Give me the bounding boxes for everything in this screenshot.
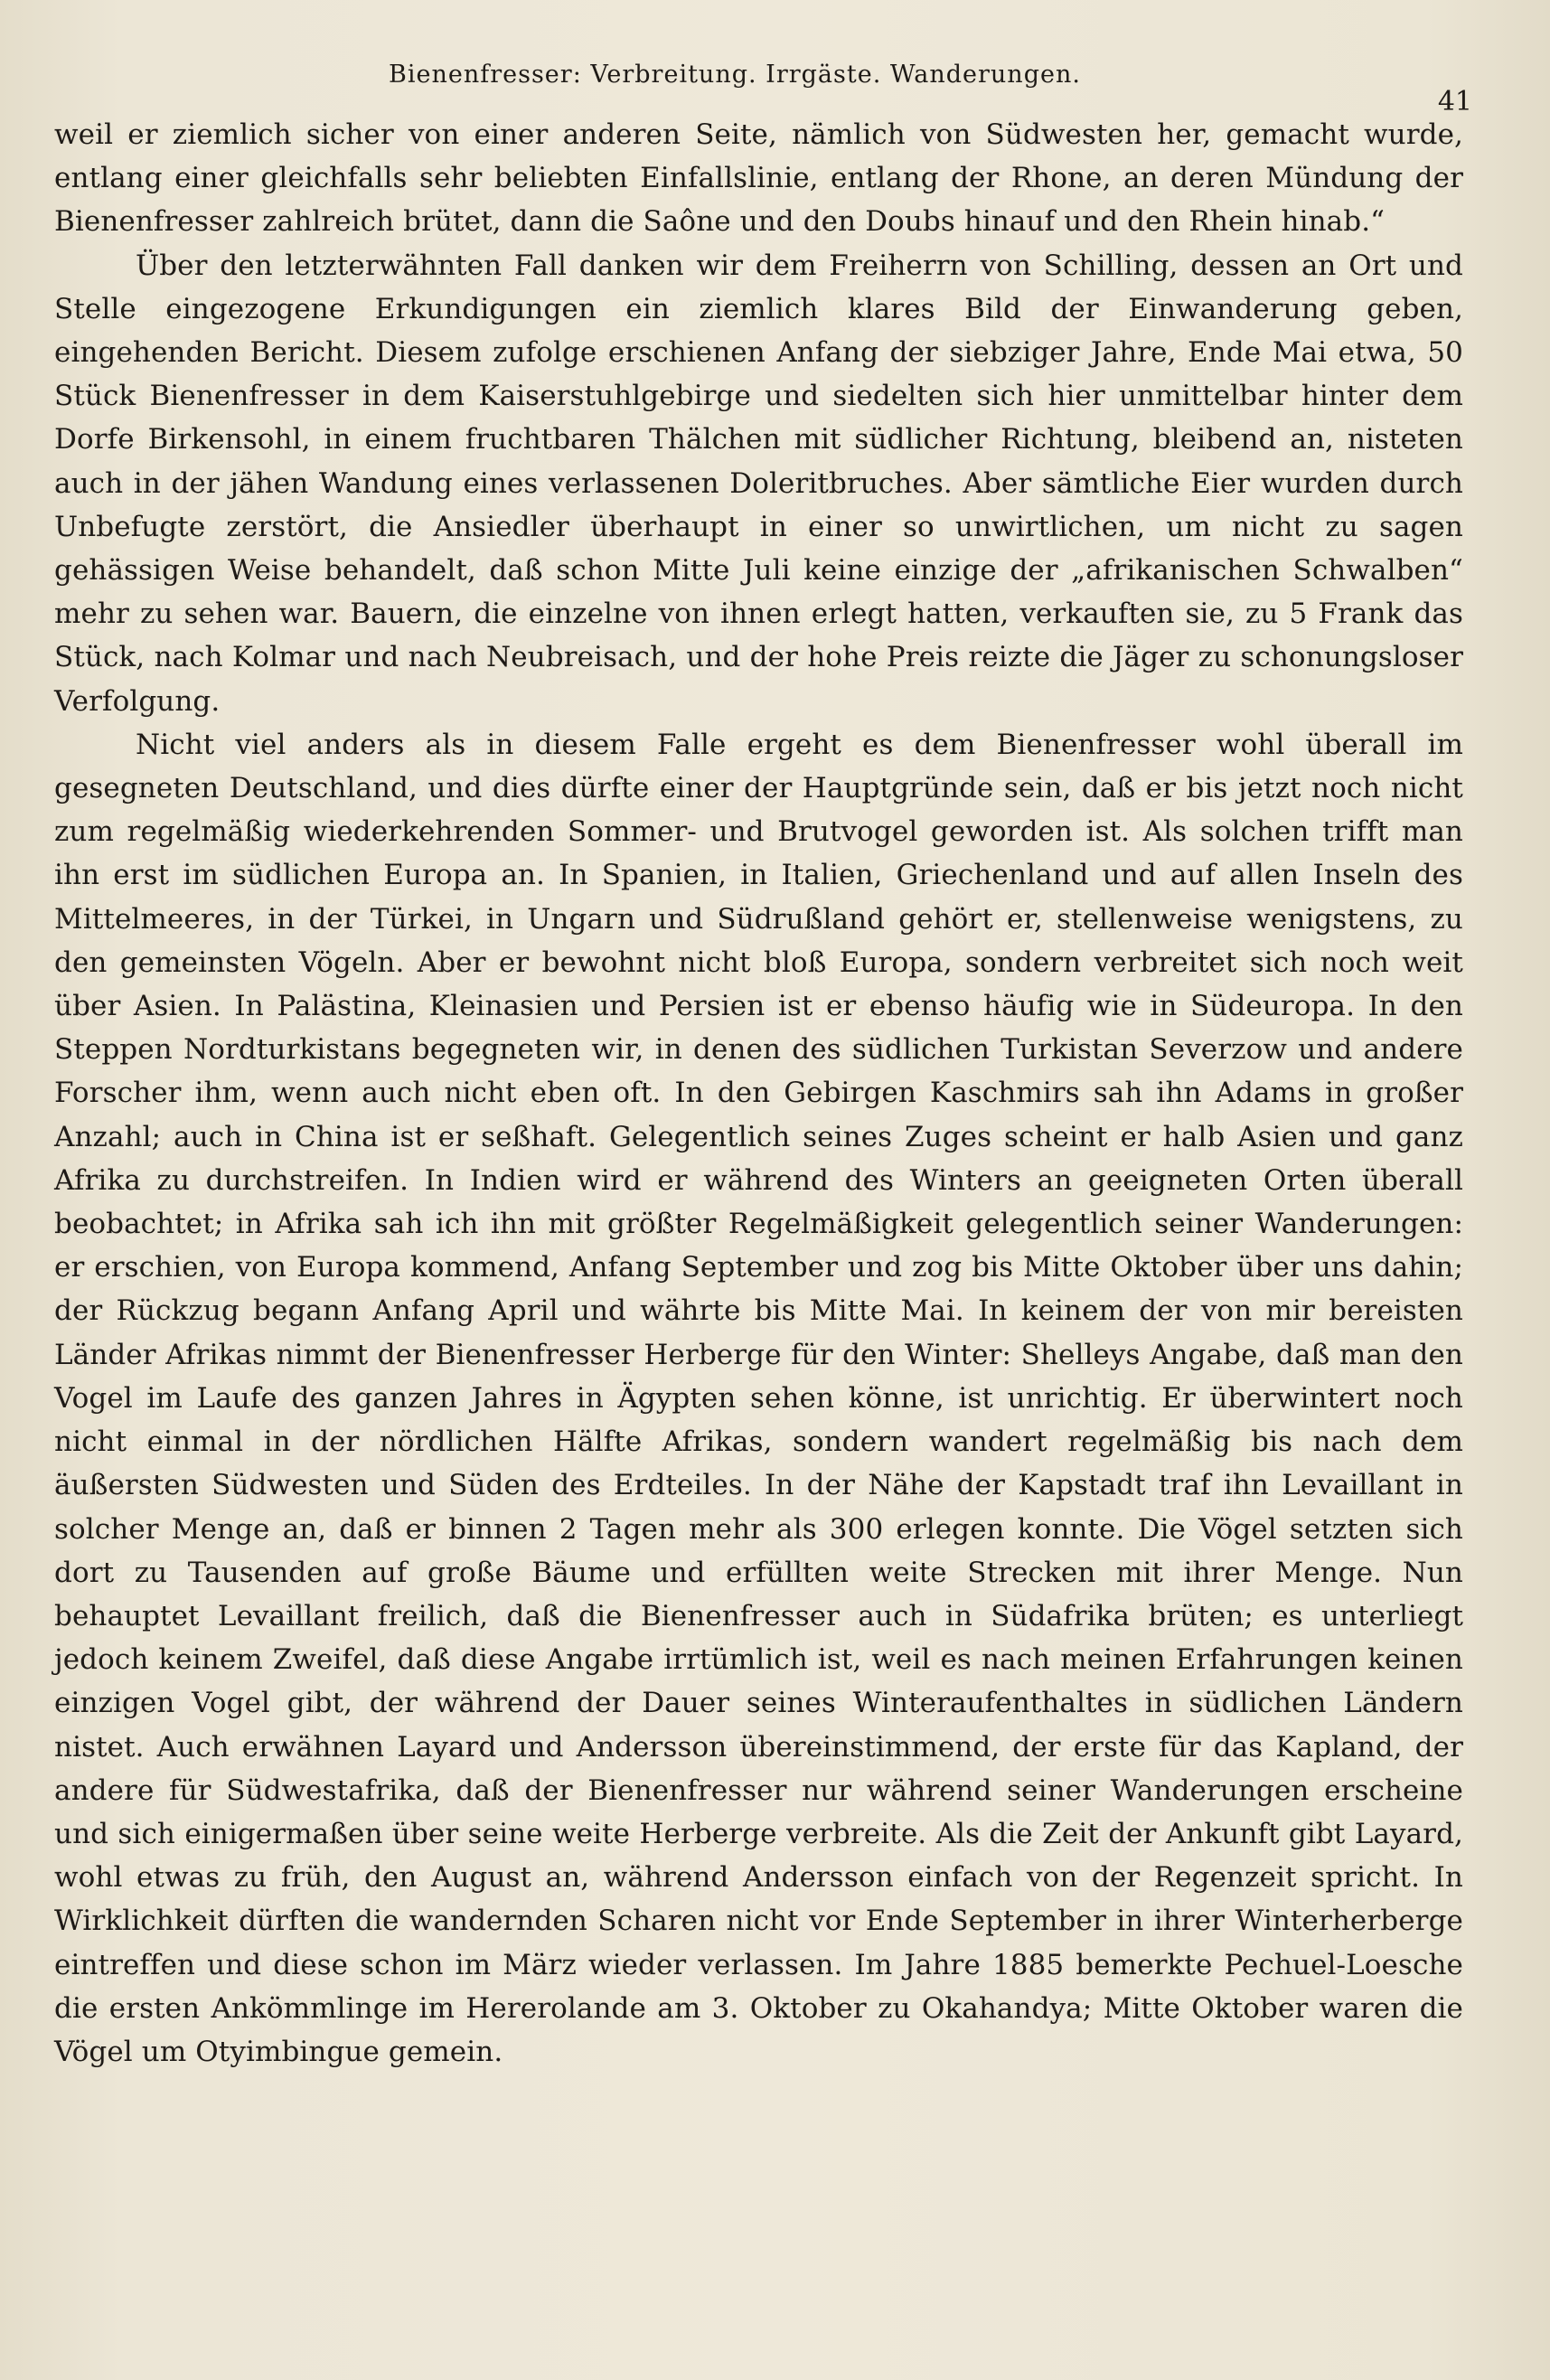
running-title: Bienenfresser: Verbreitung. Irrgäste. Wanderungen. [389, 61, 1081, 89]
paragraph-schilling-report: Über den letzterwähnten Fall danken wir dem Freiherrn von Schilling, dessen an Ort und Stelle eingezogene Erkundigungen ein ziemlich klares Bild der Einwanderung geben, eingehenden Bericht. Diesem zufolge erschienen Anfang der siebziger Jahre, Ende Mai etwa, 50 Stück Bienenfresser in dem Kaiserstuhlgebirge und siedelten sich hier unmittelbar hinter dem Dorfe Birkensohl, in einem fruchtbaren Thälchen mit südlicher Richtung, bleibend an, nisteten auch in der jähen Wandung eines verlassenen Doleritbruches. Aber sämtliche Eier wurden durch Unbefugte zerstört, die Ansiedler überhaupt in einer so unwirtlichen, um nicht zu sagen gehässigen Weise behandelt, daß schon Mitte Juli keine einzige der „afrikanischen Schwalben“ mehr zu sehen war. Bauern, die einzelne von ihnen erlegt hatten, verkauften sie, zu 5 Frank das Stück, nach Kolmar und nach Neubreisach, und der hohe Preis reizte die Jäger zu schonungsloser Verfolgung. [54, 249, 1463, 718]
running-head [54, 50, 1472, 118]
body-text [54, 113, 1463, 2074]
paragraph-distribution: Nicht viel anders als in diesem Falle ergeht es dem Bienenfresser wohl überall im gesegneten Deutschland, und dies dürfte einer der Hauptgründe sein, daß er bis jetzt noch nicht zum regelmäßig wiederkehrenden Sommer- und Brutvogel geworden ist. Als solchen trifft man ihn erst im südlichen Europa an. In Spanien, in Italien, Griechenland und auf allen Inseln des Mittelmeeres, in der Türkei, in Ungarn und Südrußland gehört er, stellenweise wenigstens, zu den gemeinsten Vögeln. Aber er bewohnt nicht bloß Europa, sondern verbreitet sich noch weit über Asien. In Palästina, Kleinasien und Persien ist er ebenso häufig wie in Südeuropa. In den Steppen Nordturkistans begegneten wir, in denen des südlichen Turkistan Severzow und andere Forscher ihm, wenn auch nicht eben oft. In den Gebirgen Kaschmirs sah ihn Adams in großer Anzahl; auch in China ist er seßhaft. Gelegentlich seines Zuges scheint er halb Asien und ganz Afrika zu durchstreifen. In Indien wird er während des Winters an geeigneten Orten überall beobachtet; in Afrika sah ich ihn mit größter Regelmäßigkeit gelegentlich seiner Wanderungen: er erschien, von Europa kommend, Anfang September und zog bis Mitte Oktober über uns dahin; der Rückzug begann Anfang April und währte bis Mitte Mai. In keinem der von mir bereisten Länder Afrikas nimmt der Bienenfresser Herberge für den Winter: Shelleys Angabe, daß man den Vogel im Laufe des ganzen Jahres in Ägypten sehen könne, ist unrichtig. Er überwintert noch nicht einmal in der nördlichen Hälfte Afrikas, sondern wandert regelmäßig bis nach dem äußersten Südwesten und Süden des Erdteiles. In der Nähe der Kapstadt traf ihn Levaillant in solcher Menge an, daß er binnen 2 Tagen mehr als 300 erlegen konnte. Die Vögel setzten sich dort zu Tausenden auf große Bäume und erfüllten weite Strecken mit ihrer Menge. Nun behauptet Levaillant freilich, daß die Bienenfresser auch in Südafrika brüten; es unterliegt jedoch keinem Zweifel, daß diese Angabe irrtümlich ist, weil es nach meinen Erfahrungen keinen einzigen Vogel gibt, der während der Dauer seines Winteraufenthaltes in südlichen Ländern nistet. Auch erwähnen Layard und Andersson übereinstimmend, der erste für das Kapland, der andere für Südwestafrika, daß der Bienenfresser nur während seiner Wanderungen erscheine und sich einigermaßen über seine weite Herberge verbreite. Als die Zeit der Ankunft gibt Layard, wohl etwas zu früh, den August an, während Andersson einfach von der Regenzeit spricht. In Wirklichkeit dürften die wandernden Scharen nicht vor Ende September in ihrer Winterherberge eintreffen und diese schon im März wieder verlassen. Im Jahre 1885 bemerkte Pechuel-Loesche die ersten Ankömmlinge im Hererolande am 3. Oktober zu Okahandya; Mitte Oktober waren die Vögel um Otyimbingue gemein. [54, 728, 1463, 2068]
paragraph-continuation: weil er ziemlich sicher von einer anderen Seite, nämlich von Südwesten her, gemacht wurde, entlang einer gleichfalls sehr beliebten Einfallslinie, entlang der Rhone, an deren Mündung der Bienenfresser zahlreich brütet, dann die Saône und den Doubs hinauf und den Rhein hinab.“ [54, 118, 1463, 239]
page-number: 41 [1437, 86, 1472, 118]
